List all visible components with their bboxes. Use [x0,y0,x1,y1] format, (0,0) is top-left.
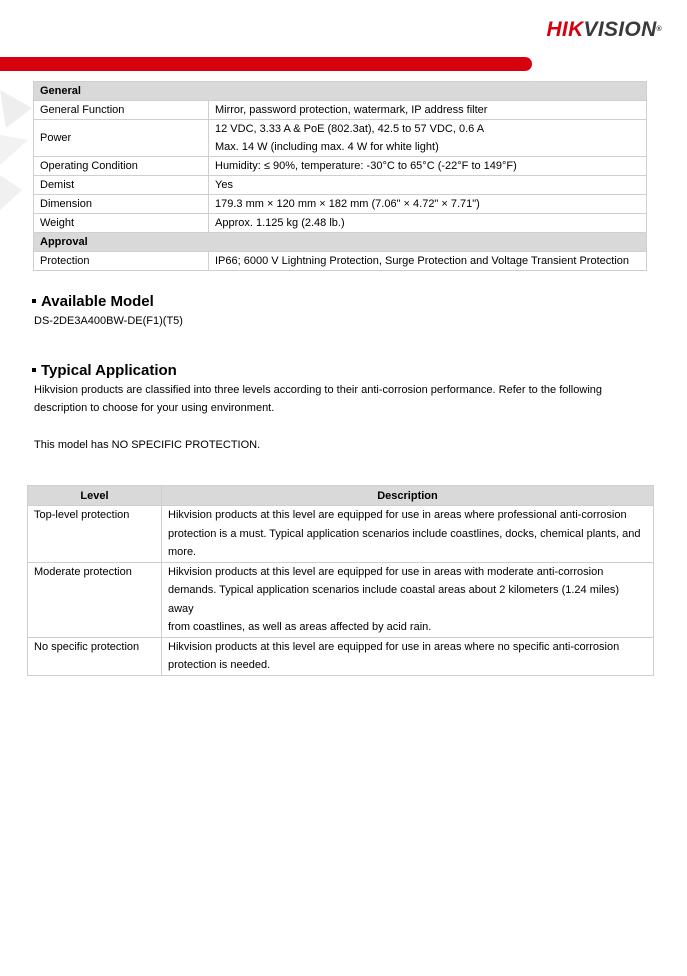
spec-value-line: IP66; 6000 V Lightning Protection, Surge Protection and Voltage Transient Protection [215,255,629,267]
description-line: from coastlines, as well as areas affected by acid rain. [168,621,432,633]
spec-value [209,252,647,271]
table-row [28,637,654,675]
section-title: Approval [34,233,647,252]
table-row [34,101,647,120]
protection-note: This model has NO SPECIFIC PROTECTION. [34,439,261,451]
table-row [34,252,647,271]
table-header-row [28,486,654,506]
header-red-band [0,57,532,71]
description-line: Hikvision products at this level are equipped for use in areas with moderate anti-corrosion [168,565,604,578]
section-title: General [34,82,647,101]
table-row [28,562,654,637]
description-line: demands. Typical application scenarios include coastal areas about 2 kilometers (1.24 miles) away [168,584,620,615]
level-cell: Top-level protection [28,506,162,563]
spec-value [209,195,647,214]
model-number: DS-2DE3A400BW-DE(F1)(T5) [34,315,183,327]
description-line: Hikvision products at this level are equipped for use in areas where professional anti-corrosion [168,509,627,521]
spec-value-line: Yes [215,179,233,191]
section-header-row [34,82,647,101]
spec-key: Dimension [34,195,209,214]
spec-value-line: 179.3 mm × 120 mm × 182 mm (7.06" × 4.72" × 7.71") [215,198,480,210]
heading-bullet [32,299,36,303]
hikvision-logo [546,18,662,42]
description-line: more. [168,546,197,558]
spec-key: Operating Condition [34,157,209,176]
section-header-row [34,233,647,252]
spec-value [209,120,647,157]
anti-corrosion-level-table [27,485,654,676]
table-row [34,120,647,157]
description-cell [162,637,654,675]
spec-value-line: Mirror, password protection, watermark, IP address filter [215,104,488,116]
description-line: protection is a must. Typical application scenarios include coastlines, docks, chemical plants, and [168,527,641,540]
spec-value [209,176,647,195]
spec-key: General Function [34,101,209,120]
spec-key: Demist [34,176,209,195]
spec-key: Power [34,120,209,157]
spec-value-line: Humidity: ≤ 90%, temperature: -30°C to 65°C (-22°F to 149°F) [215,160,517,172]
level-cell: No specific protection [28,637,162,675]
spec-value-line: Max. 14 W (including max. 4 W for white light) [215,141,439,153]
description-column-header: Description [162,486,654,506]
logo-registered-mark: ® [656,26,662,33]
specification-table [33,81,647,271]
spec-value [209,101,647,120]
spec-value-line: Approx. 1.125 kg (2.48 lb.) [215,217,345,229]
table-row [34,157,647,176]
intro-line: description to choose for your using environment. [34,402,275,414]
typical-application-heading [32,362,177,379]
level-cell: Moderate protection [28,562,162,637]
level-column-header: Level [28,486,162,506]
typical-application-intro [34,381,654,417]
logo-part-vision: VISION [583,18,657,41]
spec-value-line: 12 VDC, 3.33 A & PoE (802.3at), 42.5 to 57 VDC, 0.6 A [215,123,485,135]
spec-key: Protection [34,252,209,271]
description-cell [162,506,654,563]
table-row [34,176,647,195]
typical-application-title: Typical Application [41,362,177,379]
logo-part-hik: HIK [546,18,584,41]
table-row [34,195,647,214]
table-row [28,506,654,563]
spec-value [209,157,647,176]
intro-line: Hikvision products are classified into three levels according to their anti-corrosion performance. Refer to the following [34,384,602,396]
description-line: Hikvision products at this level are equipped for use in areas where no specific anti-corrosion [168,640,620,653]
table-row [34,214,647,233]
heading-bullet [32,368,36,372]
spec-key: Weight [34,214,209,233]
spec-value [209,214,647,233]
available-model-heading [32,293,154,310]
description-cell [162,562,654,637]
available-model-title: Available Model [41,293,154,310]
description-line: protection is needed. [168,659,271,671]
